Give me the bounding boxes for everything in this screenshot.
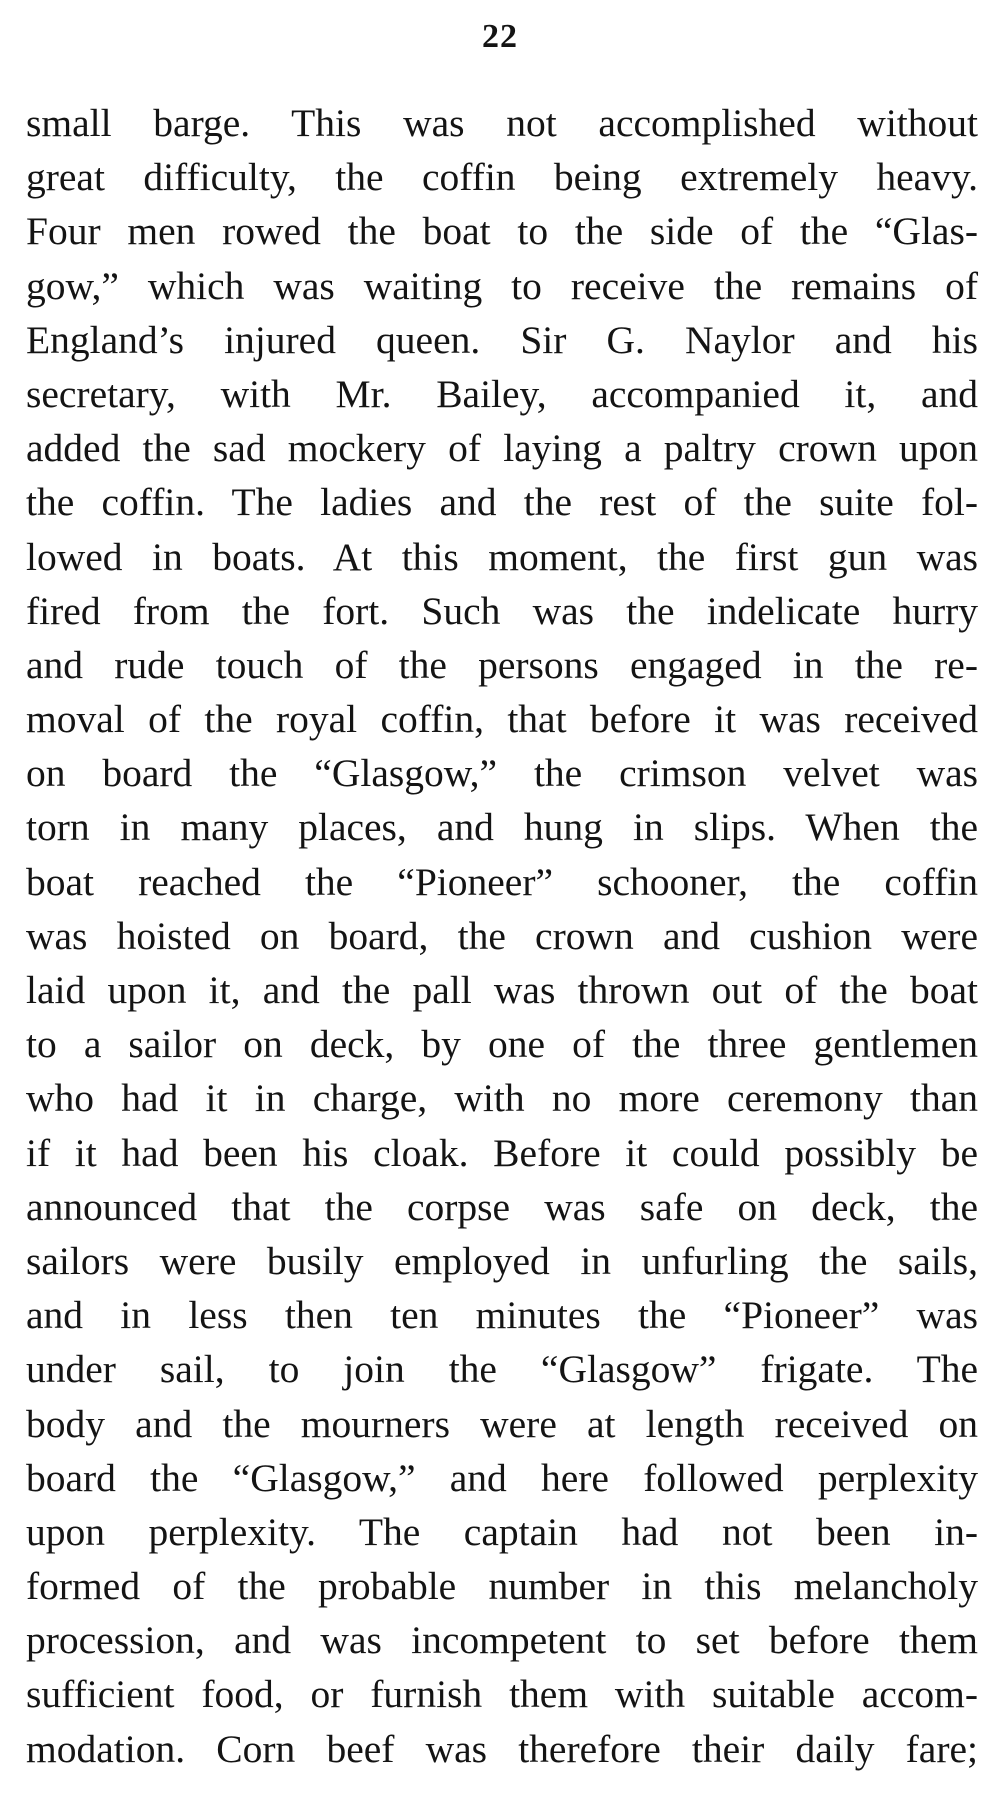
text-line: sailors were busily employed in unfurling the sails, bbox=[26, 1238, 978, 1283]
text-line: under sail, to join the “Glasgow” frigate. The bbox=[26, 1347, 978, 1392]
text-line: who had it in charge, with no more ceremony than bbox=[26, 1076, 978, 1121]
text-line: laid upon it, and the pall was thrown out of the boat bbox=[26, 968, 978, 1012]
text-line: torn in many places, and hung in slips. When the bbox=[26, 805, 978, 850]
text-line: added the sad mockery of laying a paltry crown upon bbox=[26, 426, 978, 471]
text-line: upon perplexity. The captain had not been in- bbox=[26, 1509, 978, 1554]
text-line: fired from the fort. Such was the indelicate hurry bbox=[26, 588, 978, 633]
text-line: boat reached the “Pioneer” schooner, the coffin bbox=[26, 859, 978, 904]
text-line: Four men rowed the boat to the side of the “Glas- bbox=[26, 209, 978, 254]
text-line: was hoisted on board, the crown and cushion were bbox=[26, 913, 978, 958]
text-line: secretary, with Mr. Bailey, accompanied it, and bbox=[26, 371, 978, 416]
text-line: great difficulty, the coffin being extremely heavy. bbox=[26, 155, 978, 200]
text-line: gow,” which was waiting to receive the remains of bbox=[26, 263, 978, 308]
text-line: board the “Glasgow,” and here followed perplexity bbox=[26, 1455, 978, 1500]
text-line: on board the “Glasgow,” the crimson velvet was bbox=[26, 751, 978, 796]
text-line: formed of the probable number in this melancholy bbox=[26, 1564, 978, 1609]
text-line: announced that the corpse was safe on deck, the bbox=[26, 1184, 978, 1229]
text-line: England’s injured queen. Sir G. Naylor and his bbox=[26, 317, 978, 362]
text-line: sufficient food, or furnish them with suitable accom- bbox=[26, 1672, 978, 1717]
text-line: small barge. This was not accomplished without bbox=[26, 101, 978, 145]
text-line: lowed in boats. At this moment, the first gun was bbox=[26, 534, 978, 579]
body-text bbox=[26, 96, 978, 1776]
text-line: and rude touch of the persons engaged in the re- bbox=[26, 642, 978, 687]
text-line: the coffin. The ladies and the rest of the suite fol- bbox=[26, 480, 978, 525]
text-line: to a sailor on deck, by one of the three gentlemen bbox=[26, 1022, 978, 1067]
page-number: 22 bbox=[482, 18, 518, 55]
text-line: procession, and was incompetent to set before them bbox=[26, 1618, 978, 1663]
text-line: moval of the royal coffin, that before it was received bbox=[26, 697, 978, 742]
text-line: modation. Corn beef was therefore their daily fare; bbox=[26, 1726, 978, 1771]
text-line: and in less then ten minutes the “Pioneer” was bbox=[26, 1293, 978, 1338]
text-line: body and the mourners were at length received on bbox=[26, 1401, 978, 1446]
text-line: if it had been his cloak. Before it could possibly be bbox=[26, 1130, 978, 1175]
